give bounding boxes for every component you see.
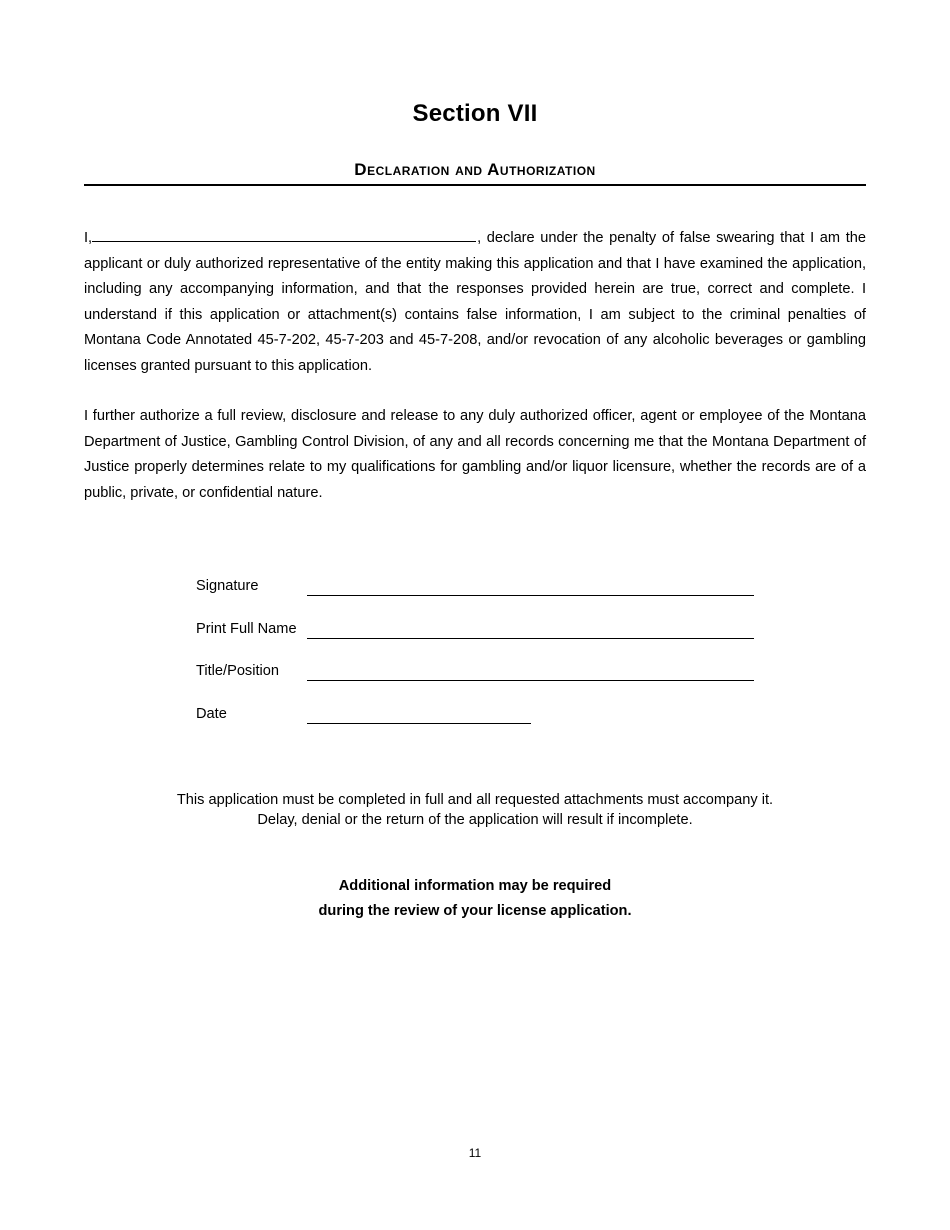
notice-line-2: Delay, denial or the return of the application will result if incomplete. bbox=[257, 812, 693, 828]
declaration-prefix: I, bbox=[84, 230, 93, 246]
additional-line-1: Additional information may be required bbox=[338, 878, 612, 894]
print-name-label: Print Full Name bbox=[196, 621, 297, 637]
title-position-field[interactable] bbox=[307, 680, 754, 681]
header-divider bbox=[84, 184, 866, 186]
notice-line-1: This application must be completed in full and all requested attachments must accompany it. bbox=[176, 792, 774, 808]
additional-info-notice bbox=[0, 874, 950, 924]
date-label: Date bbox=[196, 706, 227, 722]
date-field[interactable] bbox=[307, 723, 531, 724]
signature-label: Signature bbox=[196, 578, 259, 594]
declaration-text: , declare under the penalty of false swearing that I am the applicant or duly authorized representative of the entity making this application and that I have examined the application, including any accompanying information, and that the responses provided herein are true, correct and complete. I understand if this application or attachment(s) contains false information, I am subject to the criminal penalties of Montana Code Annotated 45-7-202, 45-7-203 and 45-7-208, and/or revocation of any alcoholic beverages or gambling licenses granted pursuant to this application. bbox=[84, 230, 866, 374]
section-title: Section VII bbox=[412, 100, 538, 127]
declaration-paragraph bbox=[84, 226, 866, 380]
additional-line-2: during the review of your license application. bbox=[318, 903, 632, 919]
completion-notice bbox=[0, 790, 950, 830]
print-name-field[interactable] bbox=[307, 638, 754, 639]
declarant-name-field[interactable] bbox=[92, 226, 476, 242]
title-position-label: Title/Position bbox=[196, 663, 280, 679]
page-number: 11 bbox=[468, 1146, 482, 1160]
signature-field[interactable] bbox=[307, 595, 754, 596]
authorization-paragraph: I further authorize a full review, disclosure and release to any duly authorized officer, agent or employee of the Montana Department of Justice, Gambling Control Division, of any and all records concerning me that the Montana Department of Justice properly determines relate to my qualifications for gambling and/or liquor licensure, whether the records are of a public, private, or confidential nature. bbox=[84, 408, 866, 501]
section-subtitle: Declaration and Authorization bbox=[354, 160, 596, 179]
